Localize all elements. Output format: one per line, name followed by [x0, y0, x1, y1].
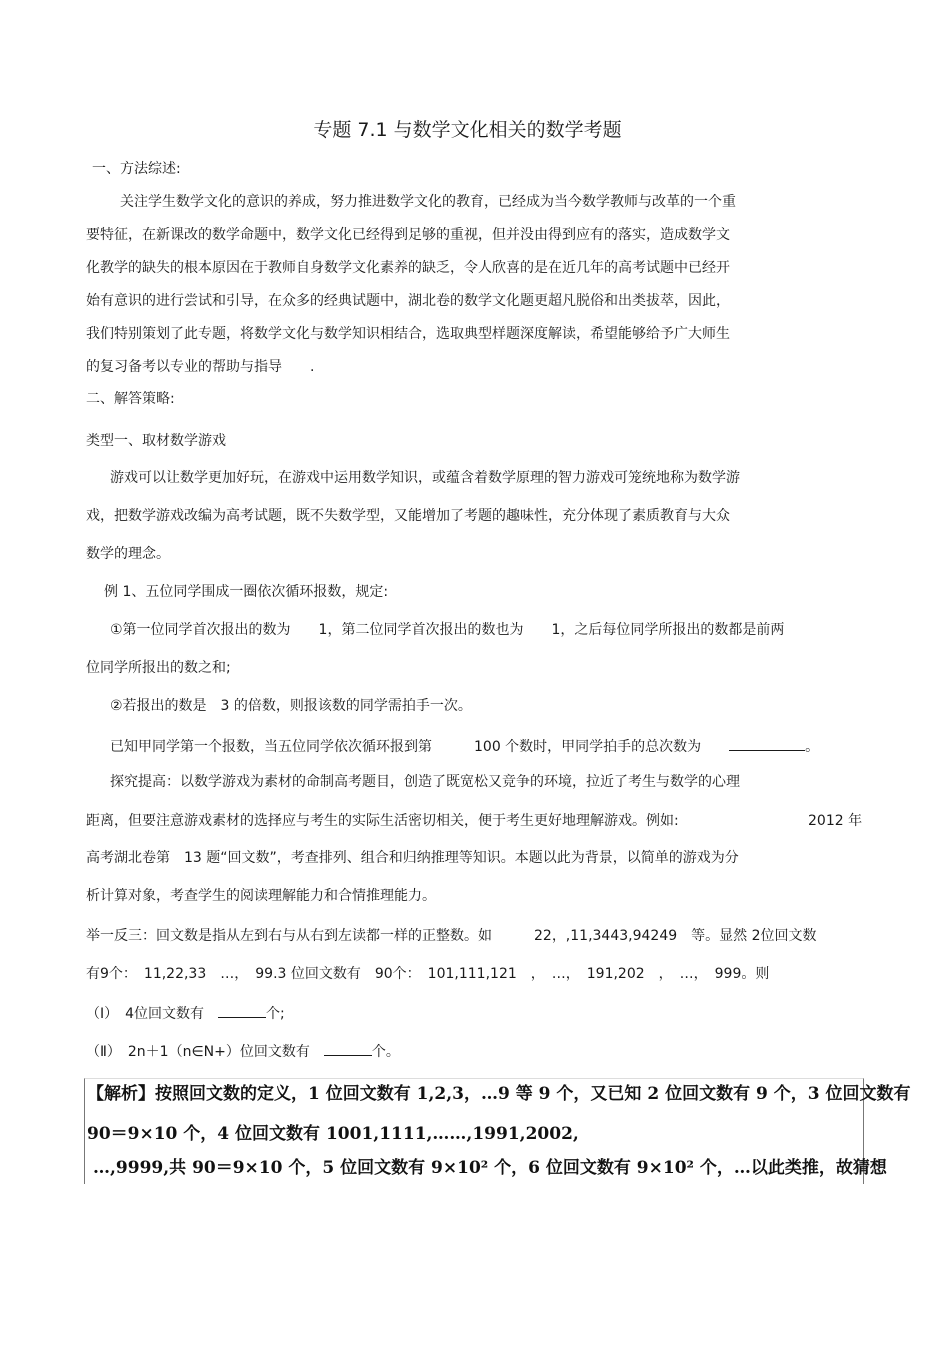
- part-2-end: 个。: [371, 1044, 400, 1060]
- paragraph-line: 要特征，在新课改的数学命题中，数学文化已经得到足够的重视，但并没由得到应有的落实，造成数学文: [86, 227, 730, 243]
- solution-line: 90＝9×10 个，4 位回文数有 1001,1111,……,1991,2002,: [87, 1124, 579, 1144]
- paragraph-line: 我们特别策划了此专题，将数学文化与数学知识相结合，选取典型样题深度解读，希望能够给予广大师生: [86, 326, 730, 342]
- exercise-part-1: [86, 1003, 285, 1023]
- paragraph-line: 戏，把数学游戏改编为高考试题，既不失数学型，又能增加了考题的趣味性，充分体现了素质教育与大众: [86, 508, 730, 524]
- question-line: [110, 736, 819, 756]
- solution-line: …,9999,共 90＝9×10 个，5 位回文数有 9×10² 个，6 位回文数有 9×10² 个，…以此类推，故猜想: [93, 1158, 887, 1178]
- question-end: 。: [805, 739, 820, 755]
- paragraph-line-year: 2012 年: [808, 813, 863, 829]
- section-heading-method: 一、方法综述:: [92, 161, 181, 177]
- paragraph-line: 数学的理念。: [86, 546, 170, 562]
- rule-line: ①第一位同学首次报出的数为 1，第二位同学首次报出的数也为 1，之后每位同学所报出的数都是前两: [110, 622, 785, 638]
- question-text: 已知甲同学第一个报数，当五位同学依次循环报到第 100 个数时，甲同学拍手的总次数为: [110, 739, 730, 755]
- exercise-line: 举一反三：回文数是指从左到右与从右到左读都一样的正整数。如 22，,11,3443,94249 等。显然 2位回文数: [86, 928, 817, 944]
- solution-line: 【解析】按照回文数的定义，1 位回文数有 1,2,3，…9 等 9 个，又已知 2 位回文数有 9 个，3 位回文数有: [87, 1084, 911, 1104]
- paragraph-line: 关注学生数学文化的意识的养成，努力推进数学文化的教育，已经成为当今数学教师与改革的一个重: [120, 194, 736, 210]
- answer-blank[interactable]: [729, 736, 805, 751]
- paragraph-line: 析计算对象，考查学生的阅读理解能力和合情推理能力。: [86, 888, 436, 904]
- type-heading: 类型一、取材数学游戏: [86, 433, 226, 449]
- part-1-end: 个;: [266, 1006, 285, 1022]
- paragraph-line: 游戏可以让数学更加好玩，在游戏中运用数学知识，或蕴含着数学原理的智力游戏可笼统地称为数学游: [110, 470, 740, 486]
- paragraph-line: 始有意识的进行尝试和引导，在众多的经典试题中，湖北卷的数学文化题更超凡脱俗和出类拔萃，因此，: [86, 293, 730, 309]
- paragraph-line: 探究提高：以数学游戏为素材的命制高考题目，创造了既宽松又竞争的环境，拉近了考生与数学的心理: [110, 774, 740, 790]
- solution-excerpt: [84, 1078, 911, 1184]
- part-2-text: （Ⅱ） 2n＋1（n∈N+）位回文数有: [86, 1044, 324, 1060]
- answer-blank[interactable]: [324, 1041, 372, 1056]
- part-1-text: （Ⅰ） 4位回文数有: [86, 1006, 219, 1022]
- exercise-part-2: [86, 1041, 400, 1061]
- paragraph-line: 距离，但要注意游戏素材的选择应与考生的实际生活密切相关，便于考生更好地理解游戏。例如:: [86, 813, 679, 829]
- rule-line: 位同学所报出的数之和;: [86, 660, 231, 676]
- rule-line: ②若报出的数是 3 的倍数，则报该数的同学需拍手一次。: [110, 698, 472, 714]
- example-heading: 例 1、五位同学围成一圈依次循环报数，规定:: [104, 584, 389, 600]
- section-heading-strategy: 二、解答策略:: [86, 391, 175, 407]
- exercise-line: 有9个： 11,22,33 …， 99.3 位回文数有 90个： 101,111,121 ， …， 191,202 ， …， 999。则: [86, 966, 770, 982]
- answer-blank[interactable]: [218, 1003, 266, 1018]
- paragraph-line: 的复习备考以专业的帮助与指导 .: [86, 359, 315, 375]
- paragraph-line: 高考湖北卷第 13 题“回文数”，考查排列、组合和归纳推理等知识。本题以此为背景，以简单的游戏为分: [86, 850, 739, 866]
- paragraph-line: 化教学的缺失的根本原因在于教师自身数学文化素养的缺乏，令人欣喜的是在近几年的高考试题中已经开: [86, 260, 730, 276]
- page-title: 专题 7.1 与数学文化相关的数学考题: [313, 119, 622, 141]
